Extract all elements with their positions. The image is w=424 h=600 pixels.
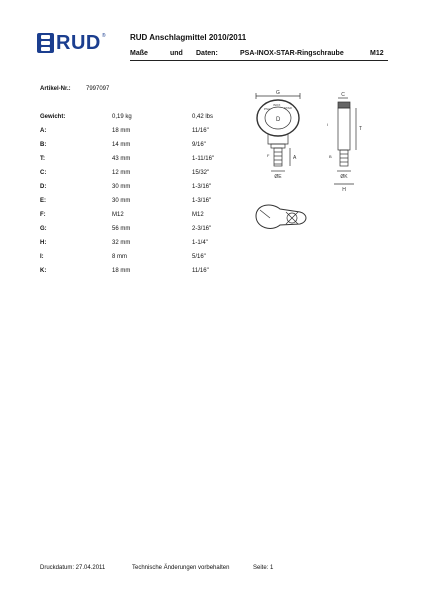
header-col-daten: Daten: [196, 50, 218, 57]
spec-imperial: 2-3/16" [192, 226, 212, 232]
spec-label: T: [40, 156, 45, 162]
dim-label-b: B [329, 154, 332, 159]
spec-row-c [40, 170, 240, 180]
spec-imperial: 5/16" [192, 254, 206, 260]
spec-label: C: [40, 170, 47, 176]
spec-metric: 43 mm [112, 156, 131, 162]
dim-label-k: ØK [340, 174, 348, 180]
spec-imperial: 0,42 lbs [192, 114, 214, 120]
page-number: Seite: 1 [253, 565, 274, 571]
spec-metric: 32 mm [112, 240, 131, 246]
header-divider [130, 60, 388, 61]
technical-drawing [238, 88, 368, 236]
article-number: 7997097 [86, 86, 110, 92]
dim-label-t: T [359, 126, 363, 132]
top-view [256, 205, 306, 228]
dim-label-c: C [341, 92, 345, 98]
product-name: PSA-INOX-STAR-Ringschraube [240, 50, 344, 57]
dim-label-i: I [327, 122, 329, 127]
dim-label-a: A [293, 155, 297, 161]
engraving-inox: INOX [273, 103, 281, 107]
spec-row-k [40, 268, 240, 278]
dim-label-e: ØE [274, 174, 282, 180]
spec-metric: 30 mm [112, 198, 131, 204]
change-notice: Technische Änderungen vorbehalten [132, 565, 230, 571]
spec-imperial: 1-3/16" [192, 198, 212, 204]
print-date: Druckdatum: 27.04.2011 [40, 565, 106, 571]
spec-row-i [40, 254, 240, 264]
rud-logo-mark [37, 33, 54, 53]
spec-label: B: [40, 142, 47, 148]
thread-size: M12 [370, 50, 384, 57]
spec-imperial: 15/32" [192, 170, 210, 176]
spec-label: Gewicht: [40, 114, 66, 120]
spec-metric: 0,19 kg [112, 114, 132, 120]
spec-imperial: 11/16" [192, 268, 209, 274]
spec-row-e [40, 198, 240, 208]
catalog-title: RUD Anschlagmittel 2010/2011 [130, 33, 247, 42]
spec-label: F: [40, 212, 46, 218]
engraving-star: STAR [284, 106, 292, 110]
spec-row-g [40, 226, 240, 236]
article-label: Artikel-Nr.: [40, 86, 71, 92]
dim-label-f: F [267, 153, 270, 158]
spec-label: I: [40, 254, 44, 260]
spec-row-a [40, 128, 240, 138]
spec-label: E: [40, 198, 46, 204]
spec-metric: 8 mm [112, 254, 127, 260]
spec-imperial: 1-3/16" [192, 184, 212, 190]
spec-metric: 18 mm [112, 268, 131, 274]
spec-metric: 56 mm [112, 226, 131, 232]
spec-imperial: 1-11/16" [192, 156, 215, 162]
front-view [256, 90, 300, 180]
spec-row-f [40, 212, 240, 222]
spec-label: A: [40, 128, 47, 134]
spec-metric: 30 mm [112, 184, 131, 190]
header-col-und: und [170, 50, 183, 57]
spec-row-b [40, 142, 240, 152]
spec-imperial: 11/16" [192, 128, 209, 134]
spec-imperial: 1-1/4" [192, 240, 208, 246]
spec-row-d [40, 184, 240, 194]
engraving-psa: PSA [264, 107, 271, 111]
spec-label: G: [40, 226, 47, 232]
spec-metric: 14 mm [112, 142, 131, 148]
spec-imperial: 9/16" [192, 142, 206, 148]
dim-label-d: D [276, 117, 281, 123]
dim-label-g: G [276, 90, 280, 96]
spec-label: H: [40, 240, 47, 246]
spec-metric: 18 mm [112, 128, 131, 134]
spec-row-t [40, 156, 240, 166]
spec-imperial: M12 [192, 212, 204, 218]
spec-label: D: [40, 184, 47, 190]
spec-row-h [40, 240, 240, 250]
side-view [327, 92, 362, 193]
spec-label: K: [40, 268, 47, 274]
rud-logo [37, 33, 106, 53]
spec-metric: 12 mm [112, 170, 131, 176]
spec-metric: M12 [112, 212, 124, 218]
dim-label-h: H [342, 187, 346, 193]
spec-row-weight [40, 114, 240, 124]
registered-mark: ® [101, 33, 106, 39]
header-col-masse: Maße [130, 50, 148, 57]
rud-logo-text: RUD [56, 32, 101, 54]
